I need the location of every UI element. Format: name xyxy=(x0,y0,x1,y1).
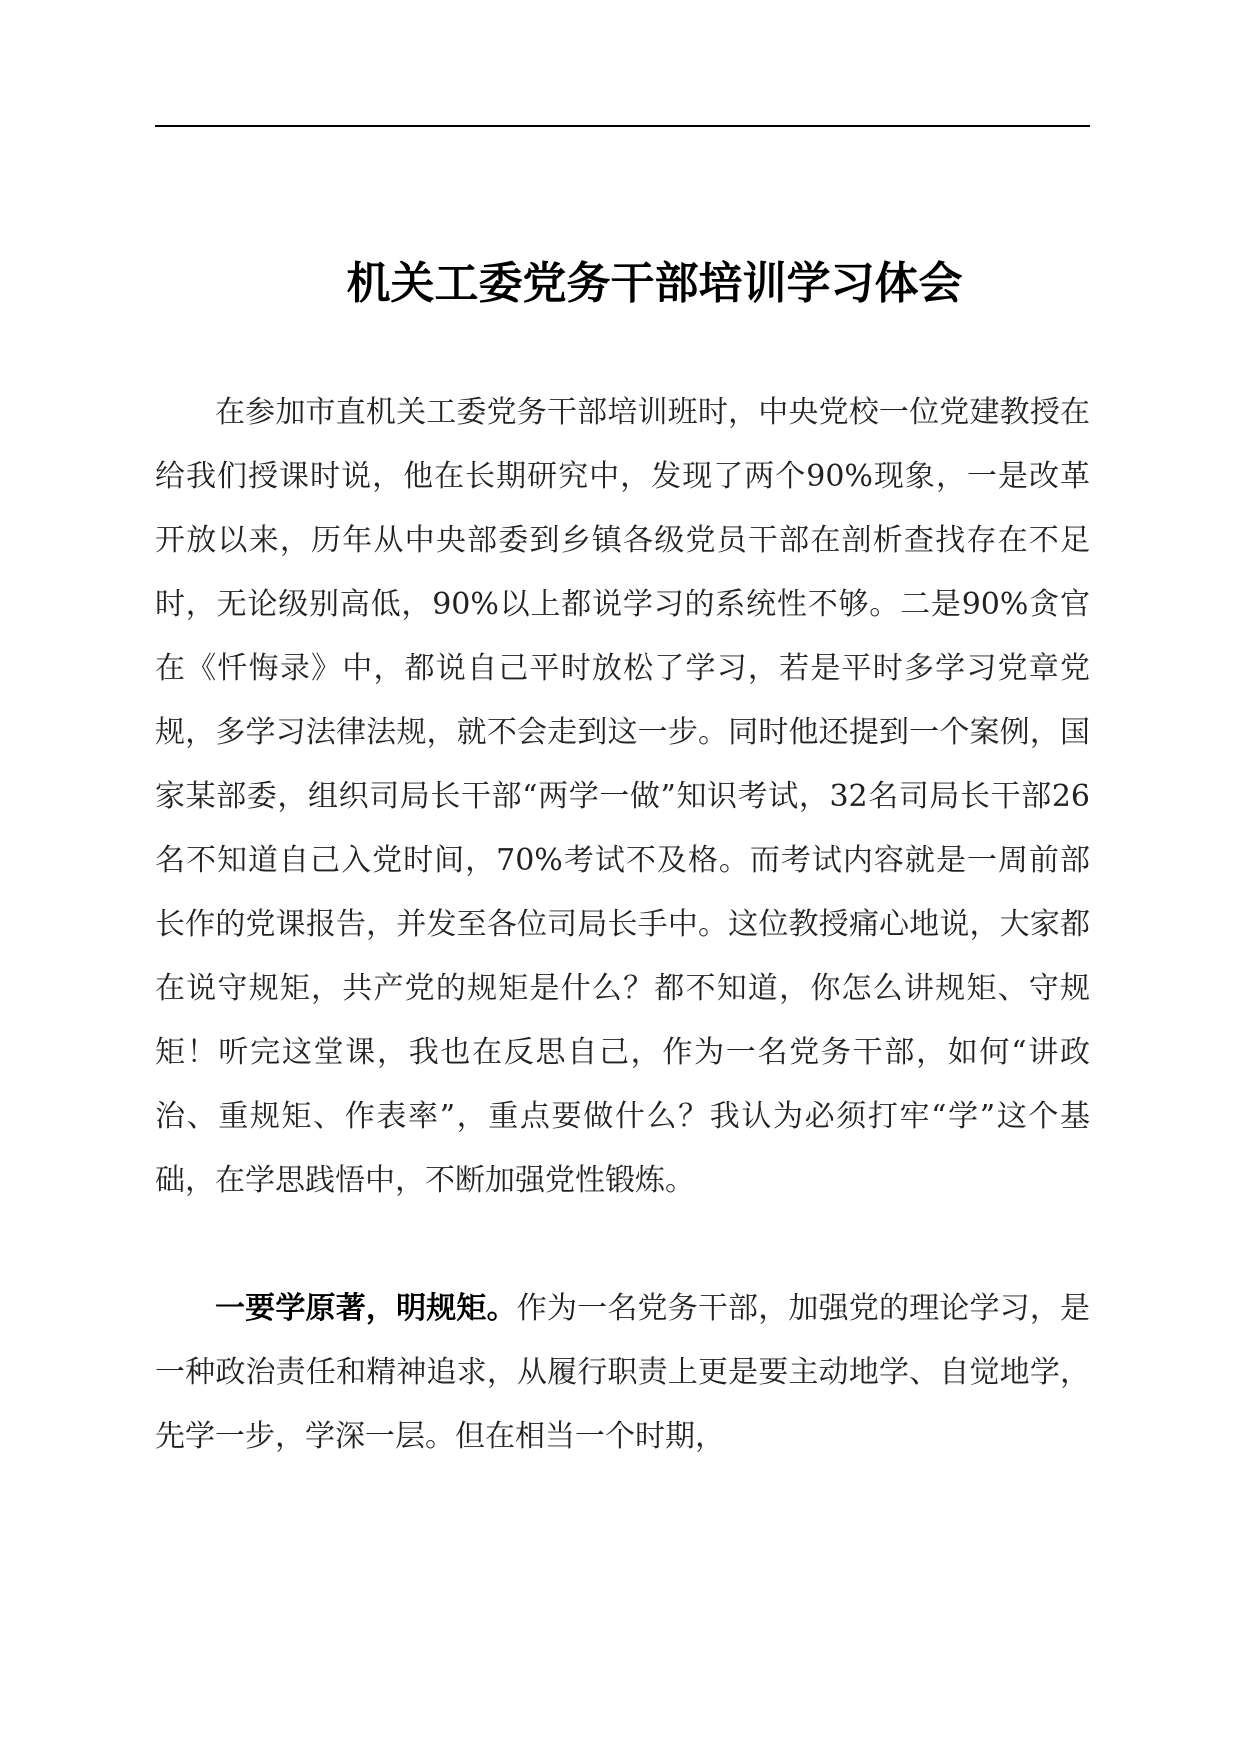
paragraph-section-one xyxy=(155,1277,1090,1469)
section-one-heading: 一要学原著，明规矩。 xyxy=(215,1291,517,1326)
paragraph-intro xyxy=(155,381,1090,1213)
document-title: 机关工委党务干部培训学习体会 xyxy=(346,258,963,309)
section-one-text: 作为一名党务干部，加强党的理论学习，是一种政治责任和精神追求，从履行职责上更是要主动地学、自觉地学，先学一步，学深一层。但在相当一个时期， xyxy=(155,1291,1091,1454)
document-body xyxy=(155,381,1090,1469)
header-rule xyxy=(155,125,1090,127)
paragraph-intro-text: 在参加市直机关工委党务干部培训班时，中央党校一位党建教授在给我们授课时说，他在长期研究中，发现了两个90%现象，一是改革开放以来，历年从中央部委到乡镇各级党员干部在剖析查找存在不足时，无论级别高低，90%以上都说学习的系统性不够。二是90%贪官在《忏悔录》中，都说自己平时放松了学习，若是平时多学习党章党规，多学习法律法规，就不会走到这一步。同时他还提到一个案例，国家某部委，组织司局长干部“两学一做”知识考试，32名司局长干部26名不知道自己入党时间，70%考试不及格。而考试内容就是一周前部长作的党课报告，并发至各位司局长手中。这位教授痛心地说，大家都在说守规矩，共产党的规矩是什么？都不知道，你怎么讲规矩、守规矩！听完这堂课，我也在反思自己，作为一名党务干部，如何“讲政治、重规矩、作表率”，重点要做什么？我认为必须打牢“学”这个基础，在学思践悟中，不断加强党性锻炼。 xyxy=(155,395,1090,1198)
